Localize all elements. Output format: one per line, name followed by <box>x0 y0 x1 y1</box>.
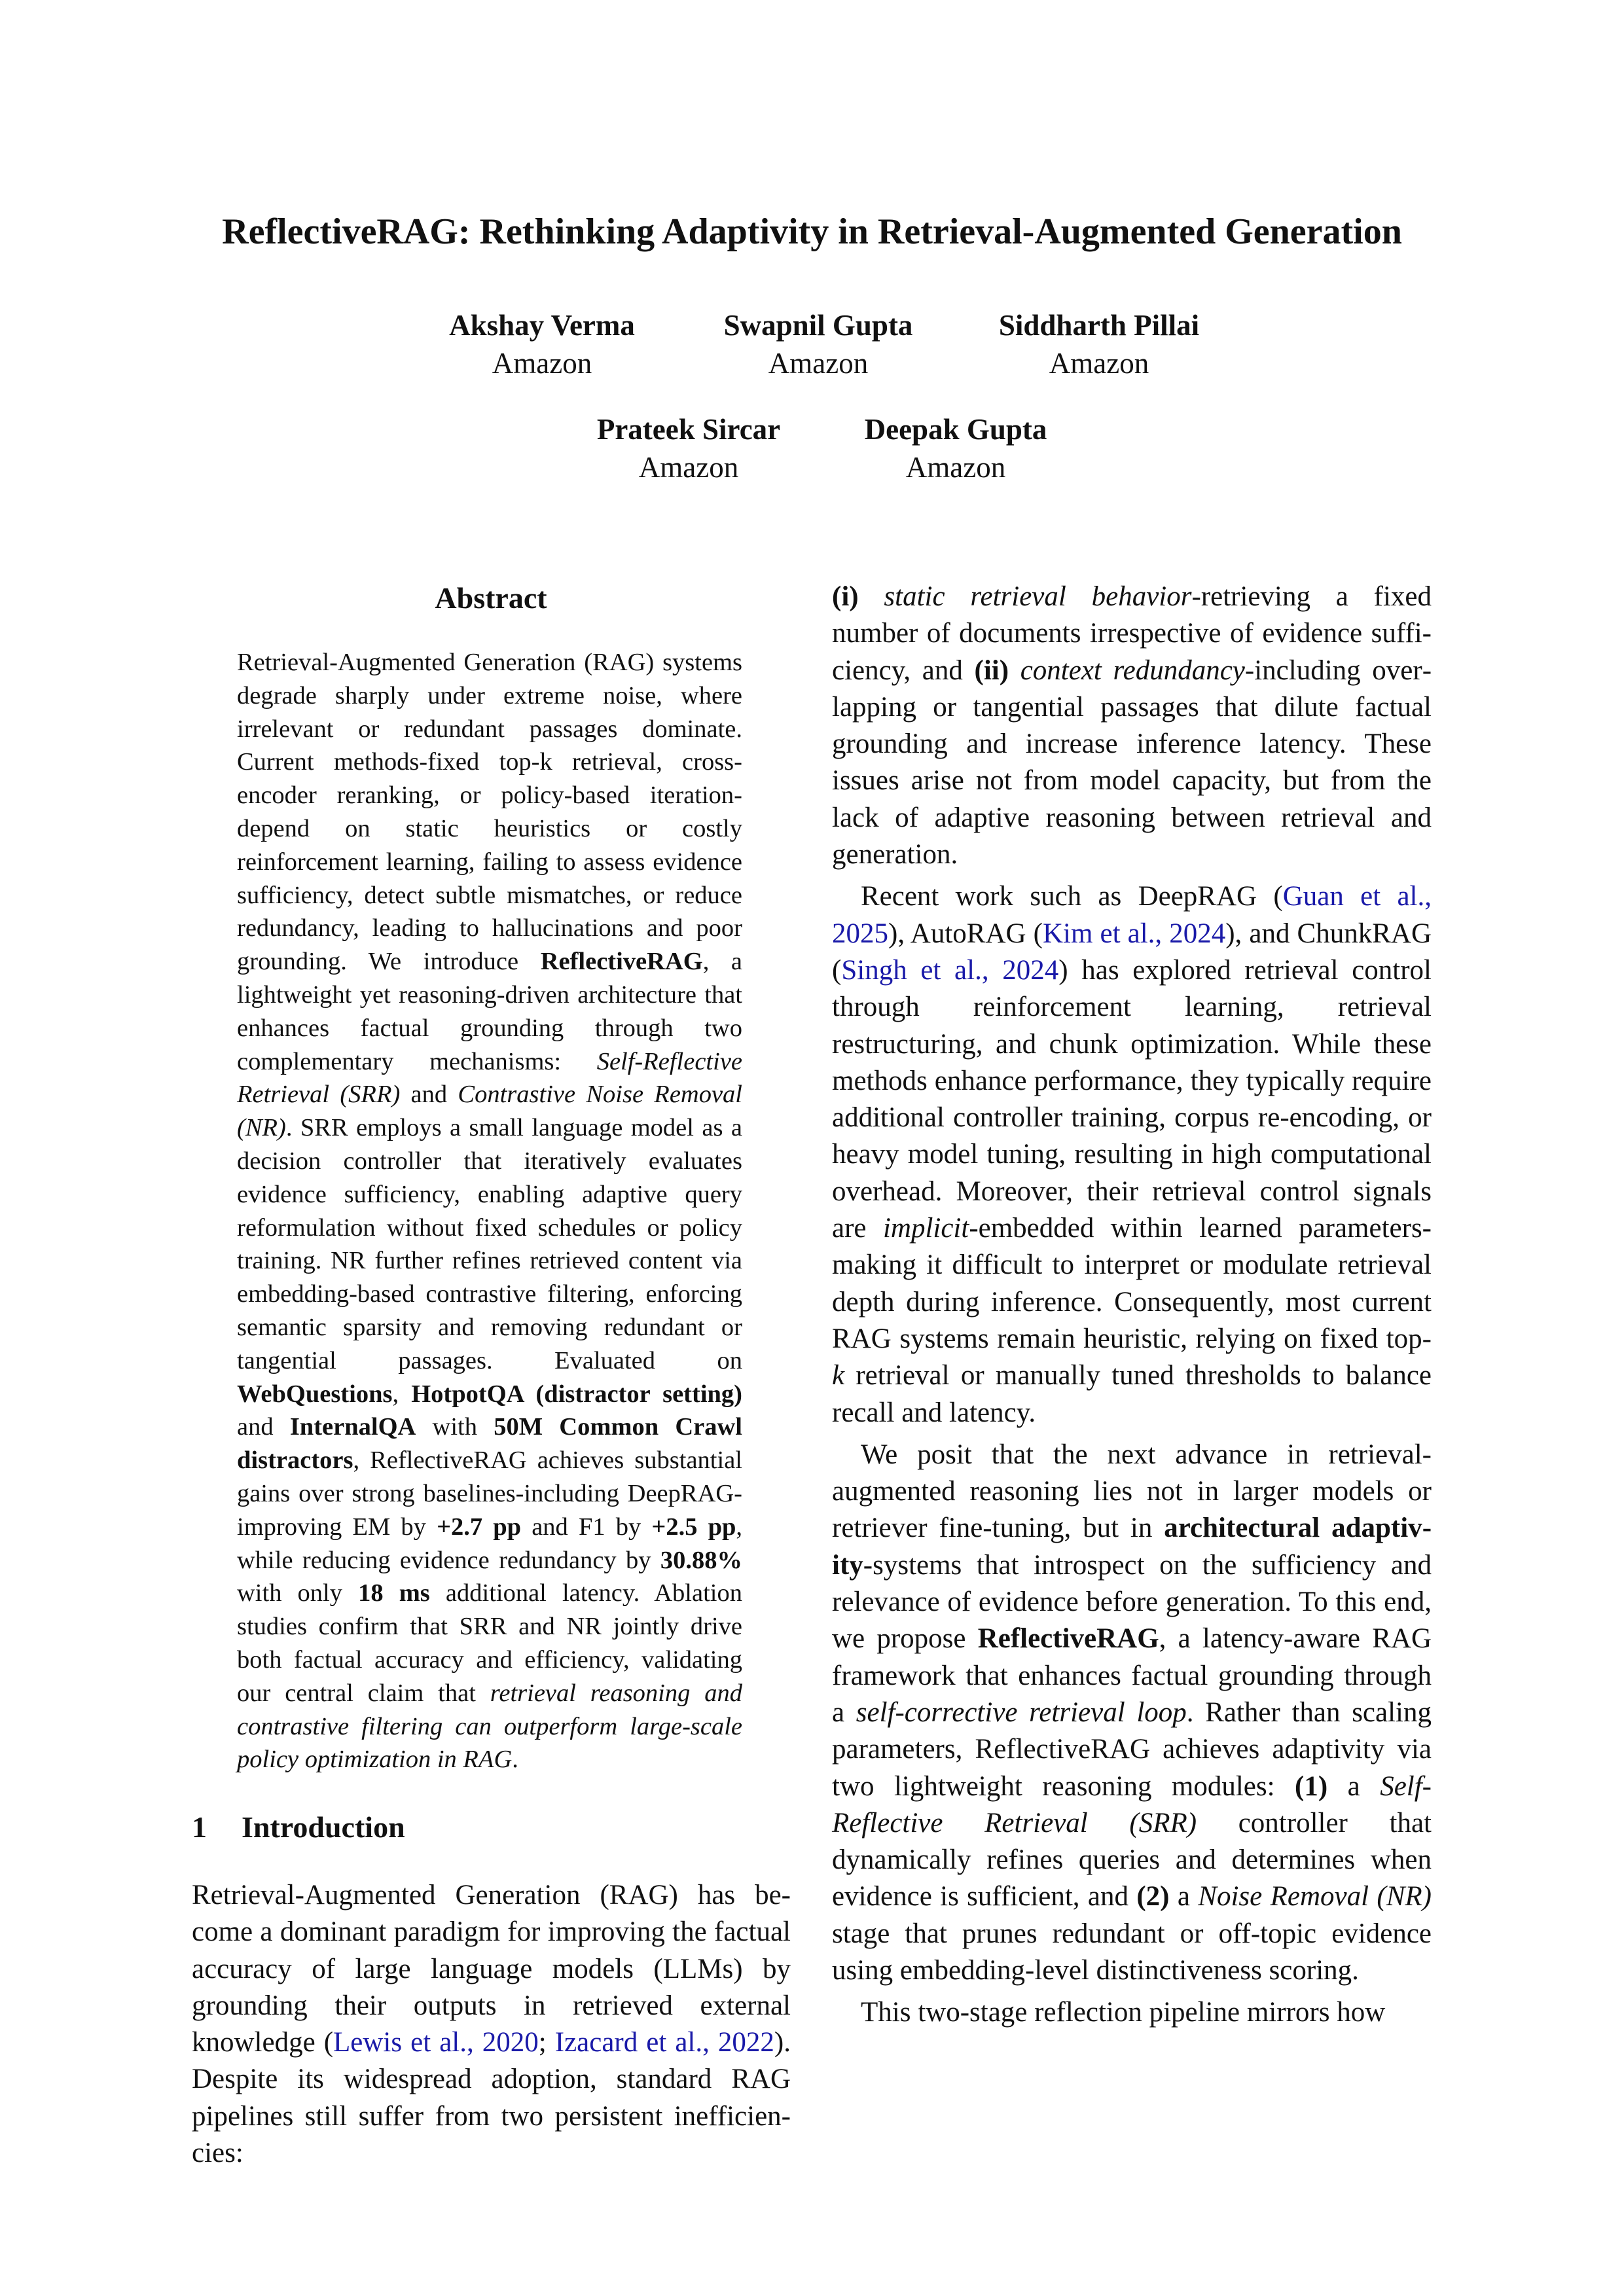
body-text: -systems that introspect on the sufficiency and relevance of evidence before generation. To this end, we propose <box>832 1549 1432 1655</box>
abstract-italic: Contrastive Noise Removal (NR) <box>237 1081 742 1142</box>
body-text: ) has explored retrieval control through reinforcement learning, retrieval restructuring, and chunk optimization. While these methods enhance performance, they typically require additional controller training, corpus re-encoding, or heavy model tuning, resulting in high computational overhead. Moreover, their retrieval control signals are <box>832 954 1432 1244</box>
abstract-bold: HotpotQA (distractor setting) <box>411 1380 743 1408</box>
abstract-heading: Abstract <box>435 581 547 615</box>
list-marker: (i) <box>832 581 859 612</box>
author-affiliation: Amazon <box>492 347 592 380</box>
author-name: Siddharth Pillai <box>998 309 1200 342</box>
body-text: -embedded within learned parameters-making it difficult to interpret or modulate retrieval depth during inference. Consequently, most current RAG systems remain heuristic, relying on fixed top- <box>832 1213 1432 1354</box>
body-text: Retrieval-Augmented Generation (RAG) has become a dominant paradigm for improving the factual accuracy of large language models (LLMs) by grounding their outputs in retrieved external knowledge ( <box>192 1880 791 2058</box>
abstract-text: with only <box>237 1579 359 1607</box>
abstract-italic: Self-Reflective Retrieval (SRR) <box>237 1047 742 1109</box>
list-marker: (ii) <box>974 655 1009 686</box>
body-text: a <box>1169 1881 1199 1912</box>
emphasis: Self-Reflective Retrieval (SRR) <box>832 1770 1432 1839</box>
citation-link[interactable]: Kim et al., 2024 <box>1042 918 1226 949</box>
math-variable: k <box>832 1360 845 1391</box>
abstract-text: with <box>416 1413 494 1441</box>
abstract-text: and <box>400 1081 458 1109</box>
abstract-text: . <box>512 1746 518 1774</box>
intro-paragraph-1-right <box>832 579 1432 873</box>
author-affiliation: Amazon <box>905 451 1006 484</box>
abstract-italic: retrieval reasoning and contrastive filtering can outperform large-scale policy optimization in RAG <box>237 1679 743 1774</box>
author-name: Swapnil Gupta <box>723 309 913 342</box>
author-affiliation: Amazon <box>1049 347 1149 380</box>
intro-paragraph-3 <box>832 1437 1432 1989</box>
citation-link[interactable]: Guan et al., 2025 <box>832 881 1432 949</box>
abstract-text: , a lightweight yet reasoning-driven architecture that enhances factual grounding through two complementary mechanisms: <box>237 948 743 1075</box>
strong-text: ReflectiveRAG <box>977 1623 1159 1655</box>
right-column <box>832 579 1432 2032</box>
body-text: -retrieving a fixed number of documents irrespective of evidence sufficiency, and <box>832 581 1432 686</box>
abstract-bold: 50M Common Crawl distractors <box>237 1413 742 1475</box>
body-text: retrieval or manually tuned thresholds to balance recall and latency. <box>832 1360 1432 1428</box>
author-name: Prateek Sircar <box>596 413 781 446</box>
section-title: Introduction <box>242 1810 405 1844</box>
author-5 <box>785 410 1126 486</box>
body-text: We posit that the next advance in retrieval-augmented reasoning lies not in larger models or retriever fine-tuning, but in <box>832 1439 1432 1544</box>
abstract-bold: InternalQA <box>289 1413 416 1441</box>
body-text: ), and ChunkRAG ( <box>832 918 1432 986</box>
body-text: This two-stage reflection pipeline mirrors how <box>861 1997 1386 2028</box>
body-text: . Rather than scaling parameters, ReflectiveRAG achieves adaptivity via two lightweight reasoning modules: <box>832 1696 1432 1802</box>
abstract-text: , while reducing evidence redundancy by <box>237 1513 743 1574</box>
abstract-bold: WebQuestions <box>237 1380 393 1408</box>
emphasis: static retrieval behavior <box>884 581 1192 612</box>
strong-text: architectural adaptivity <box>832 1513 1432 1581</box>
body-text <box>859 581 884 612</box>
list-marker: (2) <box>1136 1881 1170 1912</box>
abstract-text: and <box>237 1413 290 1441</box>
author-affiliation: Amazon <box>638 451 739 484</box>
author-name: Akshay Verma <box>449 309 635 342</box>
body-text: a <box>1327 1770 1380 1802</box>
body-text: ), AutoRAG ( <box>888 918 1043 949</box>
body-text: controller that dynamically refines queries and determines when evidence is sufficient, and <box>832 1807 1432 1912</box>
abstract-text: Retrieval-Augmented Generation (RAG) systems degrade sharply under extreme noise, where irrelevant or redundant passages dominate. Current methods-fixed top-k retrieval, cross-encoder reranking, or policy-based iteration-depend on static heuristics or costly reinforcement learning, failing to assess evidence sufficiency, detect subtle mismatches, or reduce redundancy, leading to hallucinations and poor grounding. We introduce <box>237 649 742 976</box>
abstract-bold: +2.5 pp <box>651 1513 736 1541</box>
body-text: stage that prunes redundant or off-topic evidence using embedding-level distinctiveness scoring. <box>832 1918 1432 1986</box>
emphasis: context redundancy <box>1020 655 1245 686</box>
author-3 <box>929 306 1269 382</box>
body-text <box>1009 655 1020 686</box>
abstract-text: additional latency. Ablation studies confirm that SRR and NR jointly drive both factual accuracy and efficiency, validating our central claim that <box>237 1579 742 1707</box>
intro-paragraph-1-left <box>192 1877 791 2172</box>
author-name: Deepak Gupta <box>864 413 1047 446</box>
abstract-text: and F1 by <box>521 1513 652 1541</box>
list-marker: (1) <box>1295 1770 1328 1802</box>
section-heading-introduction <box>192 1808 794 1847</box>
intro-paragraph-2 <box>832 878 1432 1431</box>
paper-title: ReflectiveRAG: Rethinking Adaptivity in Retrieval-Augmented Generation <box>222 211 1402 252</box>
emphasis: self-corrective retrieval loop <box>856 1696 1187 1728</box>
abstract-bold: ReflectiveRAG <box>540 948 703 976</box>
body-text: , a latency-aware RAG framework that enhances factual grounding through a <box>832 1623 1432 1728</box>
abstract-text: . SRR employs a small language model as a decision controller that iteratively evaluates evidence sufficiency, enabling adaptive query reformulation without fixed schedules or policy training. NR further refines retrieved content via embedding-based contrastive filtering, enforcing semantic sparsity and removing redundant or tangential passages. Evaluated on <box>237 1114 742 1374</box>
abstract-bold: +2.7 pp <box>437 1513 522 1541</box>
body-text: Recent work such as DeepRAG ( <box>861 881 1283 912</box>
author-affiliation: Amazon <box>768 347 869 380</box>
emphasis: Noise Removal (NR) <box>1198 1881 1432 1912</box>
abstract-bold: 18 ms <box>358 1579 430 1607</box>
abstract-body <box>237 646 742 1776</box>
body-text: ). Despite its widespread adoption, standard RAG pipelines still suffer from two persistent inefficiencies: <box>192 2027 791 2169</box>
abstract-text: , <box>392 1380 412 1408</box>
citation-link[interactable]: Singh et al., 2024 <box>841 954 1059 986</box>
section-number: 1 <box>192 1810 207 1844</box>
abstract-bold: 30.88% <box>660 1546 742 1574</box>
citation-link[interactable]: Izacard et al., 2022 <box>554 2027 774 2058</box>
intro-paragraph-4 <box>832 1994 1432 2031</box>
emphasis: implicit <box>882 1213 969 1244</box>
body-text: -including overlapping or tangential passages that dilute factual grounding and increase inference latency. These issues arise not from model capacity, but from the lack of adaptive reasoning between retrieval and generation. <box>832 655 1432 870</box>
abstract-text: , ReflectiveRAG achieves substantial gains over strong baselines-including DeepRAG-improving EM by <box>237 1446 742 1541</box>
body-text: ; <box>538 2027 555 2058</box>
citation-link[interactable]: Lewis et al., 2020 <box>333 2027 539 2058</box>
